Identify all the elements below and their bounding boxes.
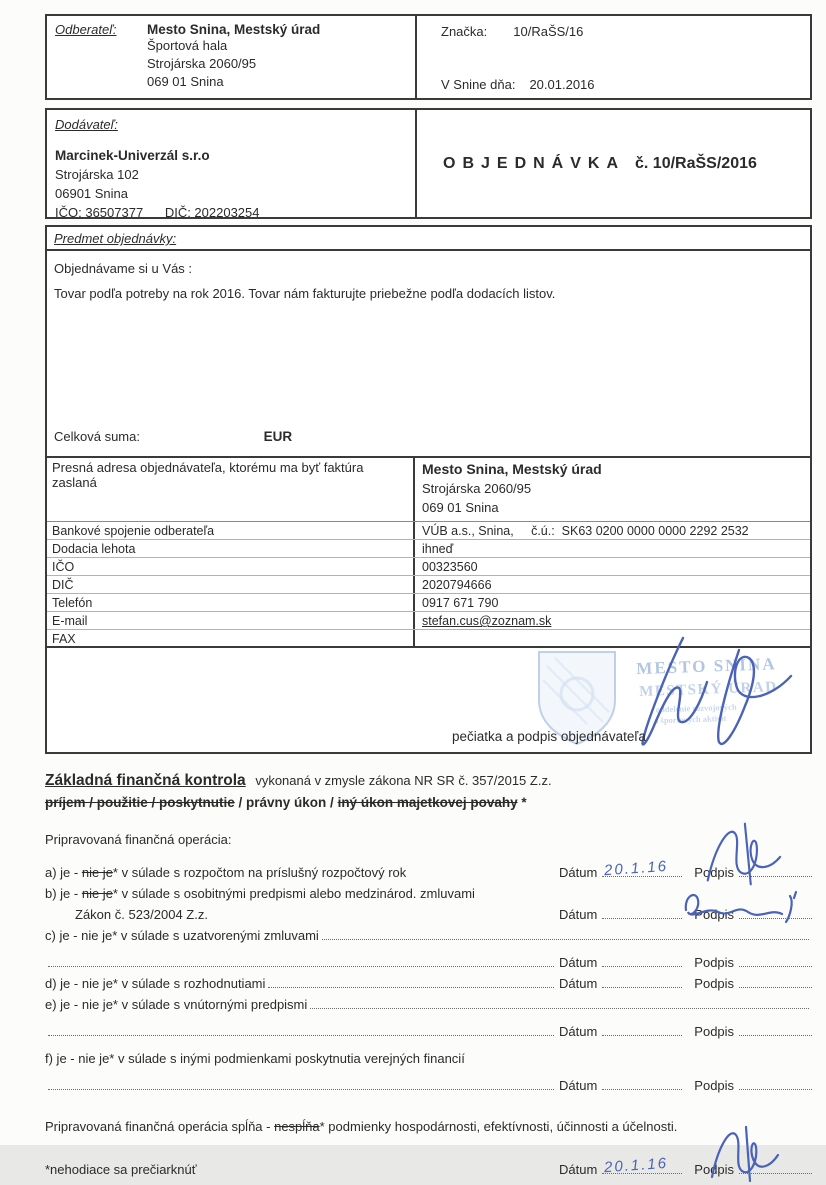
date-signature-slot [557, 955, 812, 970]
handwritten-date: 20.1.16 [603, 857, 669, 880]
row-value: 2020794666 [413, 576, 810, 593]
row-label: DIČ [52, 578, 74, 592]
order-body-box [45, 225, 812, 754]
control-title-suffix: vykonaná v zmysle zákona NR SR č. 357/2015 Z.z. [255, 773, 552, 788]
control-title-line [45, 772, 812, 790]
podpis-label: Podpis [694, 976, 735, 991]
datum-label: Dátum [559, 865, 598, 880]
row-label: E-mail [52, 614, 88, 628]
date-row [441, 77, 810, 92]
billing-address-line: 069 01 Snina [422, 500, 499, 515]
order-title-cell [415, 110, 810, 217]
dotted-filler [48, 1089, 554, 1090]
summary-struck: nespĺňa [274, 1119, 320, 1134]
item-f-text: f) je - nie je* v súlade s inými podmienkami poskytnutia verejných financií [45, 1051, 465, 1066]
datum-dotted-line [602, 1035, 682, 1036]
table-row [47, 594, 810, 612]
row-label: Dodacia lehota [52, 542, 136, 556]
item-b-prefix: b) je - [45, 886, 82, 901]
row-label: Bankové spojenie odberateľa [52, 524, 215, 538]
subject-body [47, 251, 810, 301]
date-signature-slot [557, 1154, 812, 1177]
date-signature-slot [557, 857, 812, 880]
datum-dotted-line [602, 1089, 682, 1090]
control-summary-line [45, 1119, 812, 1134]
supplier-dic: DIČ: 202203254 [164, 205, 260, 220]
footnote-row [45, 1156, 812, 1177]
date-value: 20.01.2016 [529, 77, 595, 92]
row-c-text [45, 928, 812, 943]
dotted-filler-left [45, 1035, 557, 1039]
supplier-cell [47, 110, 415, 220]
row-value: VÚB a.s., Snina, č.ú.: SK63 0200 0000 0000 2292 2532 [413, 522, 810, 539]
datum-dotted-line [602, 987, 682, 988]
reference-row [441, 24, 810, 39]
option-struck: iný úkon majetkovej povahy [337, 795, 518, 810]
summary-post: * podmienky hospodárnosti, efektívnosti, účinnosti a účelnosti. [319, 1119, 678, 1134]
item-a-prefix: a) je - [45, 865, 82, 880]
option-struck: príjem / použitie / poskytnutie [45, 795, 235, 810]
subject-label: Predmet objednávky: [47, 227, 810, 251]
stamp-caption: pečiatka a podpis objednávateľa [452, 729, 646, 744]
option-asterisk: * [517, 795, 527, 810]
podpis-dotted-line [739, 966, 812, 967]
customer-line: 069 01 Snina [147, 74, 224, 89]
row-e-text [45, 997, 812, 1012]
datum-label: Dátum [559, 955, 598, 970]
datum-dotted-line [602, 857, 682, 880]
subject-line1: Objednávame si u Vás : [54, 261, 193, 276]
checklist-row-a [45, 859, 812, 880]
supplier-label: Dodávateľ: [55, 117, 118, 132]
summary-pre: Pripravovaná finančná operácia spĺňa - [45, 1119, 275, 1134]
customer-label: Odberateľ: [55, 22, 117, 37]
customer-line: Športová hala [147, 38, 228, 53]
billing-address-label: Presná adresa objednávateľa, ktorému ma byť faktúra zaslaná [52, 460, 364, 490]
row-b2-text [45, 907, 557, 922]
datum-label: Dátum [559, 907, 598, 922]
handwritten-date: 20.1.16 [603, 1154, 669, 1177]
podpis-label: Podpis [694, 1024, 735, 1039]
row-d-text [45, 976, 557, 991]
dotted-filler [48, 966, 554, 967]
row-value: 00323560 [413, 558, 810, 575]
podpis-label: Podpis [694, 955, 735, 970]
footnote-text: *nehodiace sa prečiarknúť [45, 1162, 197, 1177]
row-label: Telefón [52, 596, 93, 610]
billing-address-line: Strojárska 2060/95 [422, 481, 532, 496]
billing-address-name: Mesto Snina, Mestský úrad [422, 461, 602, 477]
billing-address-value [413, 458, 810, 521]
order-word: OBJEDNÁVKA [443, 154, 626, 172]
email-value: stefan.cus@zoznam.sk [413, 612, 810, 629]
checklist-row-b2 [45, 901, 812, 922]
podpis-dotted-line [739, 1089, 812, 1090]
item-a-rest: * v súlade s rozpočtom na príslušný rozpočtový rok [112, 865, 407, 880]
date-label: V Snine dňa: [441, 77, 516, 92]
control-title: Základná finančná kontrola [45, 772, 246, 789]
checklist-row-d [45, 970, 812, 991]
checklist-row-e [45, 991, 812, 1012]
item-b-struck: nie je [81, 886, 113, 901]
datum-label: Dátum [559, 1078, 598, 1093]
customer-name: Mesto Snina, Mestský úrad [147, 22, 321, 37]
row-value: 0917 671 790 [413, 594, 810, 611]
svg-text:MESTO SNINA: MESTO SNINA [636, 654, 777, 679]
option-plain: / právny úkon / [234, 795, 338, 810]
supplier-box [45, 108, 812, 219]
item-d-text: d) je - nie je* v súlade s rozhodnutiami [45, 976, 266, 991]
billing-table [47, 456, 810, 648]
checklist-row-datum3 [45, 1072, 812, 1093]
document-content [45, 0, 812, 1177]
table-row [47, 558, 810, 576]
row-label: FAX [52, 632, 76, 646]
date-signature-slot [557, 907, 812, 922]
row-a-text [45, 865, 557, 880]
table-row [47, 540, 810, 558]
checklist-row-datum1 [45, 949, 812, 970]
customer-box [45, 14, 812, 100]
svg-text:a športových aktivít: a športových aktivít [654, 712, 727, 726]
datum-dotted-line [602, 918, 682, 919]
row-f-text [45, 1051, 812, 1066]
podpis-dotted-line [739, 1035, 812, 1036]
supplier-line: 06901 Snina [55, 186, 129, 201]
reference-cell [415, 16, 810, 98]
podpis-label: Podpis [694, 1162, 735, 1177]
datum-label: Dátum [559, 1024, 598, 1039]
podpis-dotted-line [739, 987, 812, 988]
reference-value: 10/RaŠS/16 [513, 24, 584, 39]
svg-text:oddelenie rozvojových: oddelenie rozvojových [655, 701, 737, 715]
supplier-ids [55, 203, 407, 222]
supplier-line: Strojárska 102 [55, 167, 139, 182]
customer-address [147, 22, 320, 92]
table-row [47, 522, 810, 540]
item-c-text: c) je - nie je* v súlade s uzatvorenými zmluvami [45, 928, 319, 943]
checklist-row-f [45, 1045, 812, 1066]
customer-cell [47, 16, 415, 98]
checklist-row-c [45, 922, 812, 943]
row-b-text [45, 886, 812, 901]
table-row [47, 576, 810, 594]
order-title [443, 155, 757, 173]
item-b2-text: Zákon č. 523/2004 Z.z. [75, 907, 208, 922]
checklist-row-b [45, 880, 812, 901]
datum-dotted-line [602, 1154, 682, 1177]
svg-text:MESTSKÝ ÚRAD: MESTSKÝ ÚRAD [638, 679, 778, 701]
podpis-label: Podpis [694, 1078, 735, 1093]
financial-control-section [45, 772, 812, 1177]
item-b-rest: * v súlade s osobitnými predpismi alebo medzinárod. zmluvami [112, 886, 475, 901]
dotted-filler-left [45, 1089, 557, 1093]
control-options-line [45, 795, 812, 810]
control-checklist [45, 859, 812, 1093]
date-signature-slot [557, 976, 812, 991]
supplier-ico: IČO: 36507377 [55, 205, 144, 220]
item-a-struck: nie je [81, 865, 113, 880]
date-signature-slot [557, 1024, 812, 1039]
total-label: Celková suma: [54, 429, 140, 444]
podpis-dotted-line [739, 1173, 812, 1174]
date-signature-slot [557, 1078, 812, 1093]
total-currency: EUR [263, 429, 293, 444]
subject-line2: Tovar podľa potreby na rok 2016. Tovar nám fakturujte priebežne podľa dodacích listov. [54, 286, 556, 301]
dotted-filler [310, 1008, 809, 1009]
podpis-label: Podpis [694, 865, 735, 880]
table-row [47, 612, 810, 630]
customer-line: Strojárska 2060/95 [147, 56, 257, 71]
podpis-dotted-line [739, 918, 812, 919]
podpis-dotted-line [739, 876, 812, 877]
supplier-name: Marcinek-Univerzál s.r.o [55, 148, 210, 163]
datum-label: Dátum [559, 976, 598, 991]
dotted-filler [322, 939, 809, 940]
footnote-text-wrap [45, 1162, 557, 1177]
dotted-filler [48, 1035, 554, 1036]
datum-label: Dátum [559, 1162, 598, 1177]
item-e-text: e) je - nie je* v súlade s vnútornými predpismi [45, 997, 308, 1012]
datum-dotted-line [602, 966, 682, 967]
prepared-operation-label: Pripravovaná finančná operácia: [45, 832, 232, 847]
stamp-signature-area [47, 648, 810, 752]
row-label: IČO [52, 560, 75, 574]
dotted-filler [268, 987, 554, 988]
row-value: ihneď [413, 540, 810, 557]
checklist-row-datum2 [45, 1018, 812, 1039]
total-row [47, 429, 810, 444]
reference-label: Značka: [441, 24, 488, 39]
podpis-label: Podpis [694, 907, 735, 922]
order-number: č. 10/RaŠS/2016 [635, 154, 757, 172]
table-row [47, 458, 810, 522]
